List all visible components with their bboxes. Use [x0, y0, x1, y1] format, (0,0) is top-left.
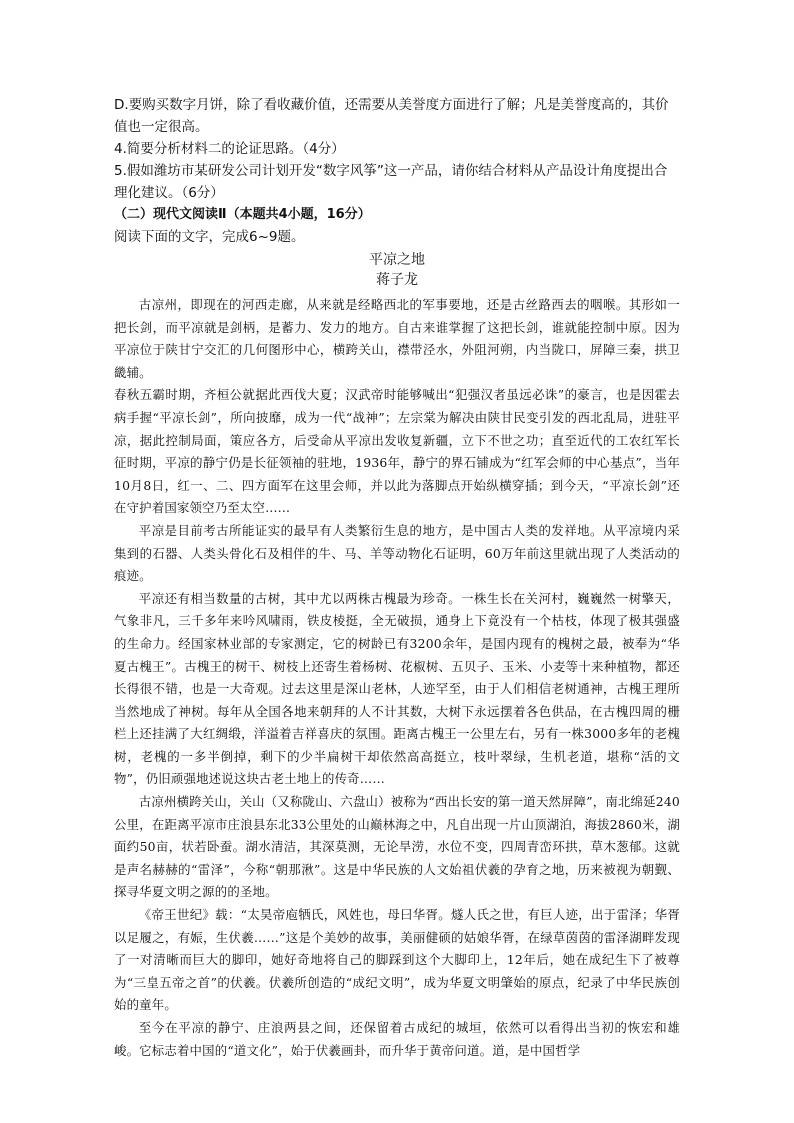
article-paragraph: 春秋五霸时期，齐桓公就据此西伐大夏；汉武帝时能够喊出“犯强汉者虽远必诛”的豪言，也是因霍去病手握“平凉长剑”，所向披靡，成为一代“战神”；左宗棠为解决由陕甘民变引发的西北乱局，进驻平凉，据此控制局面，策应各方，后受命从平凉出发收复新疆，立下不世之功；直至近代的工农红军长征时期，平凉的静宁仍是长征领袖的驻地，1936年，静宁的界石铺成为“红军会师的中心基点”，当年10月8日，红一、二、四方面军在这里会师，并以此为落脚点开始纵横穿插；到今天，“平凉长剑”还在守护着国家领空乃至太空…… — [114, 387, 680, 516]
article-title: 平凉之地 — [369, 252, 425, 268]
document-page — [114, 94, 680, 1062]
article-paragraph: 古凉州横跨关山，关山（又称陇山、六盘山）被称为“西出长安的第一道天然屏障”，南北绵延240公里，在距离平凉市庄浪县东北33公里处的山巅林海之中，凡自出现一片山顶湖泊，海拔2860米，湖面约50亩，状若卧蚕。湖水清洁，其深莫测，无论旱涝，水位不变，四周青峦环拱，草木葱郁。这就是声名赫赫的“雷泽”，今称“朝那湫”。这是中华民族的人文始祖伏羲的孕育之地，历来被视为朝觐、探寻华夏文明之源的的圣地。 — [114, 794, 680, 900]
article-paragraph: 至今在平凉的静宁、庄浪两县之间，还保留着古成纪的城垣，依然可以看得出当初的恢宏和雄峻。它标志着中国的“道文化”，始于伏羲画卦，而升华于黄帝问道。道，是中国哲学 — [114, 1020, 680, 1058]
option-d: D.要购买数字月饼，除了看收藏价值，还需要从美誉度方面进行了解；凡是美誉度高的，其价值也一定很高。 — [114, 97, 669, 135]
question-5: 5.假如潍坊市某研发公司计划开发“数字风筝”这一产品，请你结合材料从产品设计角度提出合理化建议。（6分） — [114, 163, 668, 201]
article-paragraph: 古凉州，即现在的河西走廊，从来就是经略西北的军事要地，还是古丝路西去的咽喉。其形如一把长剑，而平凉就是剑柄，是蓄力、发力的地方。自古来谁掌握了这把长剑，谁就能控制中原。因为平凉位于陕甘宁交汇的几何图形中心，横跨关山，襟带泾水，外阻河朔，内当陇口，屏障三秦，拱卫畿辅。 — [114, 297, 680, 380]
instruction: 阅读下面的文字，完成6~9题。 — [114, 229, 305, 245]
article-author: 蒋子龙 — [376, 272, 418, 288]
article-paragraph: 《帝王世纪》载：“太昊帝庖牺氏，风姓也，母曰华胥。燧人氏之世，有巨人迹，出于雷泽；华胥以足履之，有娠，生伏羲……”这是个美妙的故事，美丽健硕的姑娘华胥，在绿草茵茵的雷泽湖畔发现了一对清晰而巨大的脚印，她好奇地将自己的脚踩到这个大脚印上，12年后，她在成纪生下了被尊为“三皇五帝之首”的伏羲。伏羲所创造的“成纪文明”，成为华夏文明肇始的原点，纪录了中华民族创始的童年。 — [114, 907, 680, 1013]
section-heading: （二）现代文阅读Ⅱ（本题共4小题，16分） — [114, 207, 371, 222]
article-paragraph: 平凉还有相当数量的古树，其中尤以两株古槐最为珍奇。一株生长在关河村，巍巍然一树擎天，气象非凡，三千多年来吟风啸雨，铁皮棱挺，全无破损，通身上下竟没有一个枯枝，体现了极其强盛的生命力。经国家林业部的专家测定，它的树龄已有3200余年，是国内现有的槐树之最，被奉为“华夏古槐王”。古槐王的树干、树枝上还寄生着杨树、花椒树、五贝子、玉米、小麦等十来种植物，都还长得很不错，也是一大奇观。过去这里是深山老林，人迹罕至，由于人们相信老树通神，古槐王理所当然地成了神树。每年从全国各地来朝拜的人不计其数，大树下永远摆着各色供品，在古槐四周的栅栏上还挂满了大红绸缎，洋溢着吉祥喜庆的氛围。距离古槐王一公里左右，另有一株3000多年的老槐树，老槐的一多半倒掉，剩下的少半扁树干却依然高高挺立，枝叶翠绿，生机老道，堪称“活的文物”，仍旧顽强地述说这块古老土地上的传奇…… — [114, 590, 680, 787]
question-4: 4.简要分析材料二的论证思路。（4分） — [114, 141, 345, 157]
article-paragraph: 平凉是目前考古所能证实的最早有人类繁衍生息的地方，是中国古人类的发祥地。从平凉境内采集到的石器、人类头骨化石及相伴的牛、马、羊等动物化石证明，60万年前这里就出现了人类活动的痕迹。 — [114, 522, 680, 584]
